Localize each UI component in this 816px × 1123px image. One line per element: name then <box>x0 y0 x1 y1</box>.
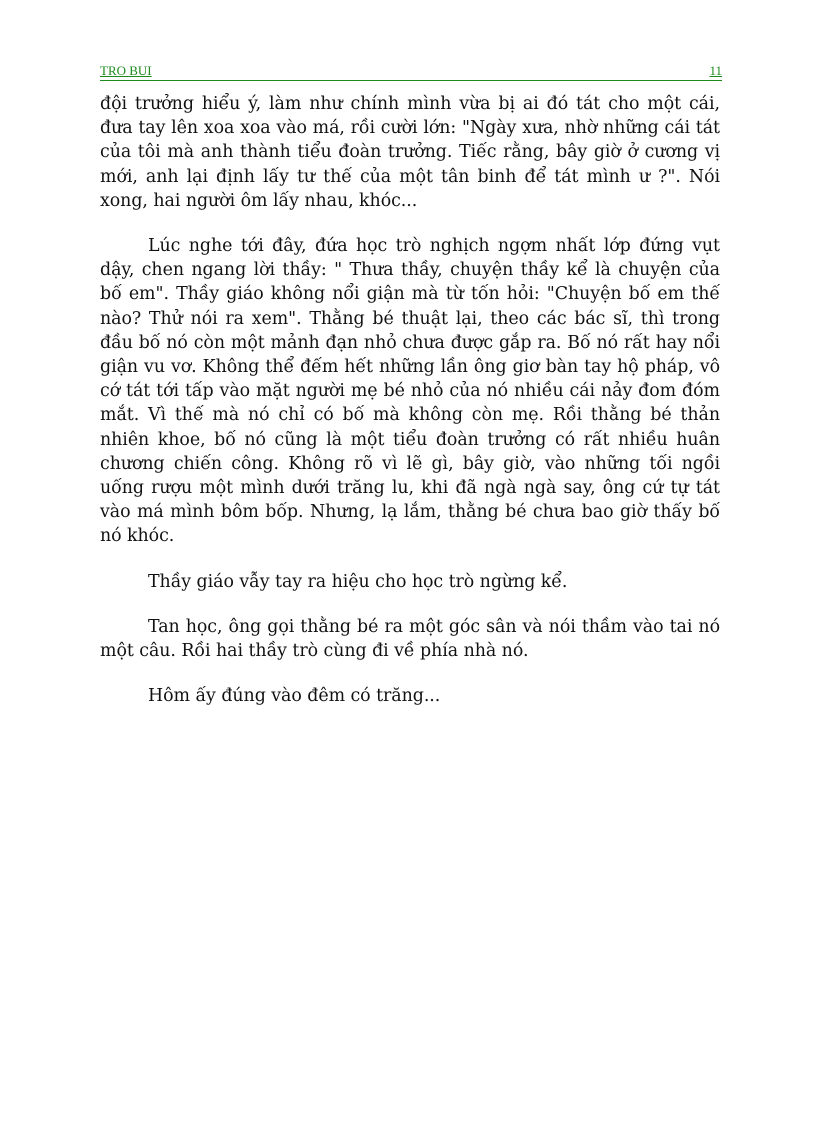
paragraph-1: đội trưởng hiểu ý, làm như chính mình vừa bị ai đó tát cho một cái, đưa tay lên xoa xoa vào má, rồi cười lớn: "Ngày xưa, nhờ những cái tát của tôi mà anh thành tiểu đoàn trưởng. Tiếc rằng, bây giờ ở cương vị mới, anh lại định lấy tư thế của một tân binh để tát mình ư ?". Nói xong, hai người ôm lấy nhau, khóc... <box>100 94 720 211</box>
paragraph-3: Thầy giáo vẫy tay ra hiệu cho học trò ngừng kể. <box>148 571 568 592</box>
paragraph-2: Lúc nghe tới đây, đứa học trò nghịch ngợm nhất lớp đứng vụt dậy, chen ngang lời thầy: " Thưa thầy, chuyện thầy kể là chuyện của bố em". Thầy giáo không nổi giận mà từ tốn hỏi: "Chuyện bố em thế nào? Thử nói ra xem". Thằng bé thuật lại, theo các bác sĩ, thì trong đầu bố nó còn một mảnh đạn nhỏ chưa được gắp ra. Bố nó rất hay nổi giận vu vơ. Không thể đếm hết những lần ông giơ bàn tay hộ pháp, vô cớ tát tới tấp vào mặt người mẹ bé nhỏ của nó nhiều cái nảy đom đóm mắt. Vì thế mà nó chỉ có bố mà không còn mẹ. Rồi thằng bé thản nhiên khoe, bố nó cũng là một tiểu đoàn trưởng có rất nhiều huân chương chiến công. Không rõ vì lẽ gì, bây giờ, vào những tối ngồi uống rượu một mình dưới trăng lu, khi đã ngà ngà say, ông cứ tự tát vào má mình bôm bốp. Nhưng, lạ lắm, thằng bé chưa bao giờ thấy bố nó khóc. <box>100 236 720 547</box>
page-header <box>100 64 722 81</box>
paragraph-5: Hôm ấy đúng vào đêm có trăng... <box>148 686 441 707</box>
page-body <box>100 92 720 729</box>
paragraph-4: Tan học, ông gọi thằng bé ra một góc sân và nói thầm vào tai nó một câu. Rồi hai thầy trò cùng đi về phía nhà nó. <box>100 616 720 662</box>
book-title: TRO BUI <box>100 63 152 78</box>
page-number: 11 <box>709 63 722 78</box>
